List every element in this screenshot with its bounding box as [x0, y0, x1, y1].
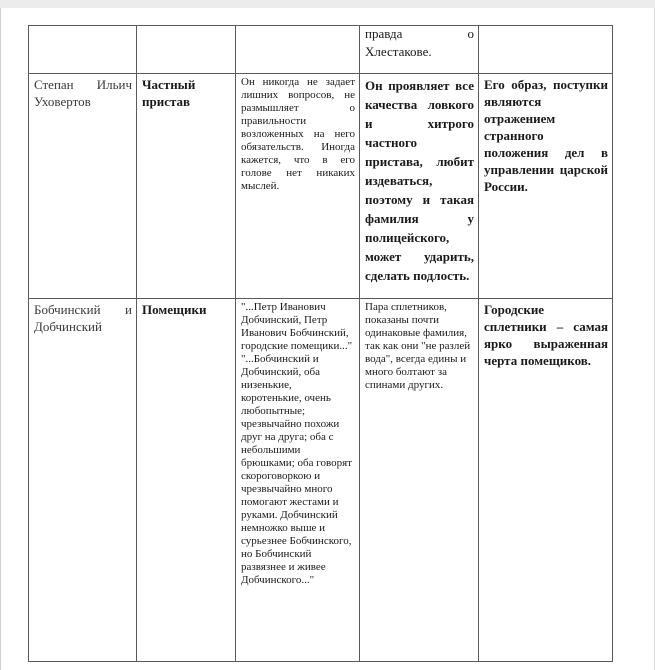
- character-rank: Частный пристав: [142, 77, 196, 109]
- character-name: Бобчинский и Добчинский: [34, 302, 132, 334]
- continued-text: [365, 25, 474, 61]
- surname-meaning: Он проявляет все качества ловкого и хитрого частного пристава, любит издеваться, поэтому и такая фамилия у полицейского, может ударить, сделать подлость.: [365, 78, 474, 283]
- cell-quote: [236, 299, 360, 662]
- table-row-continued: [29, 26, 613, 74]
- character-image: Его образ, поступки являются отражением странного положения дел в управлении царской России.: [484, 77, 608, 194]
- page-left-edge: [0, 8, 1, 670]
- cell-meaning: [360, 299, 479, 662]
- character-quote-1: "...Петр Иванович Добчинский, Петр Иванович Бобчинский, городские помещики...": [241, 301, 353, 352]
- character-rank: Помещики: [142, 302, 207, 317]
- cell-continued-meaning: [360, 26, 479, 74]
- continued-line-1: правда о: [365, 26, 474, 41]
- cell-rank: [137, 74, 236, 299]
- character-image: Городские сплетники – самая ярко выраженная черта помещиков.: [484, 302, 608, 368]
- cell-image: [479, 74, 613, 299]
- cell-meaning: [360, 74, 479, 299]
- cell-rank: [137, 299, 236, 662]
- table-row-uhovertov: [29, 74, 613, 299]
- continued-line-2: Хлестакове.: [365, 44, 432, 59]
- cell-empty-image: [479, 26, 613, 74]
- cell-empty-rank: [137, 26, 236, 74]
- character-quote-2: "...Бобчинский и Добчинский, оба низенькие, коротенькие, очень любопытные; чрезвычайно похожи друг на друга; оба с небольшими брюшками; оба говорят скороговоркою и чрезвычайно много помогают жестами и руками. Добчинский немножко выше и сурьезнее Бобчинского, но Бобчинский развязнее и живее Добчинского...": [241, 353, 352, 586]
- cell-empty-name: [29, 26, 137, 74]
- viewer-top-strip: [0, 0, 655, 8]
- cell-name: [29, 74, 137, 299]
- surname-meaning: Пара сплетников, показаны почти одинаковые фамилия, так как они "не разлей вода", всегда едины и много болтают за спинами других.: [365, 301, 471, 391]
- cell-name: [29, 299, 137, 662]
- character-quote: Он никогда не задает лишних вопросов, не размышляет о правильности возложенных на него обязательств. Иногда кажется, что в его голове нет никаких мыслей.: [241, 76, 355, 192]
- table-row-bobchinsky: [29, 299, 613, 662]
- characters-table: [28, 25, 613, 662]
- cell-empty-quote: [236, 26, 360, 74]
- cell-quote: [236, 74, 360, 299]
- cell-image: [479, 299, 613, 662]
- character-name: Степан Ильич Уховертов: [34, 77, 132, 109]
